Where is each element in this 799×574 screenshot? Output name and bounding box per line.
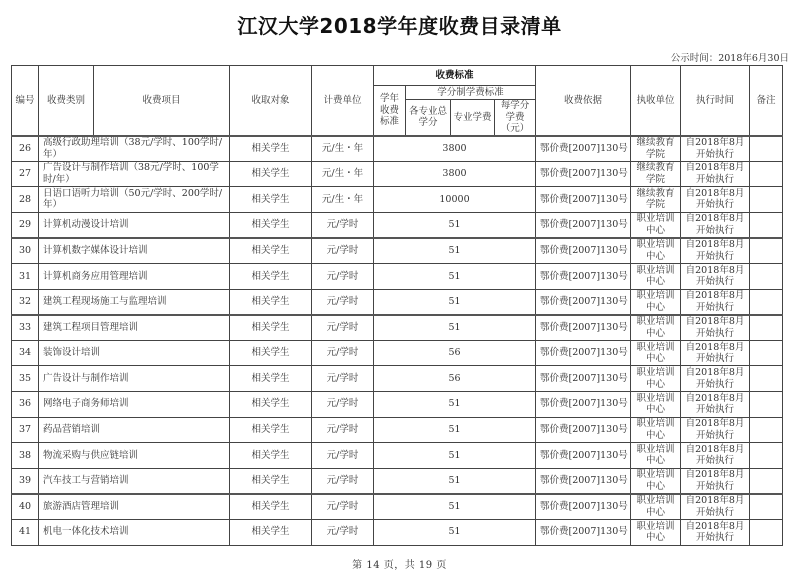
cell-effective: 自2018年8月开始执行 xyxy=(681,187,750,213)
cell-item: 旅游酒店管理培训 xyxy=(39,494,230,520)
cell-basis: 鄂价费[2007]130号 xyxy=(536,494,631,520)
table-row xyxy=(12,519,783,545)
cell-standard: 51 xyxy=(374,443,536,469)
cell-effective: 自2018年8月开始执行 xyxy=(681,391,750,417)
cell-collector: 继续教育学院 xyxy=(631,136,681,162)
cell-standard: 3800 xyxy=(374,161,536,187)
page-title: 江汉大学2018学年度收费目录清单 xyxy=(237,14,562,38)
cell-effective: 自2018年8月开始执行 xyxy=(681,263,750,289)
cell-effective: 自2018年8月开始执行 xyxy=(681,340,750,366)
publication-date: 公示时间：2018年6月30日 xyxy=(670,53,789,64)
table-row xyxy=(12,391,783,417)
cell-no: 29 xyxy=(12,212,39,238)
cell-unit: 元/学时 xyxy=(312,519,374,545)
cell-standard: 56 xyxy=(374,366,536,392)
header-per-credit: 每学分学费（元） xyxy=(495,100,536,136)
cell-collector: 职业培训中心 xyxy=(631,315,681,341)
cell-target: 相关学生 xyxy=(230,417,312,443)
cell-effective: 自2018年8月开始执行 xyxy=(681,289,750,315)
header-annual: 学年收费标准 xyxy=(374,86,406,136)
cell-standard: 51 xyxy=(374,468,536,494)
cell-basis: 鄂价费[2007]130号 xyxy=(536,340,631,366)
cell-basis: 鄂价费[2007]130号 xyxy=(536,187,631,213)
cell-collector: 职业培训中心 xyxy=(631,212,681,238)
cell-basis: 鄂价费[2007]130号 xyxy=(536,468,631,494)
cell-no: 32 xyxy=(12,289,39,315)
cell-no: 36 xyxy=(12,391,39,417)
table-row xyxy=(12,443,783,469)
cell-standard: 51 xyxy=(374,263,536,289)
cell-no: 41 xyxy=(12,519,39,545)
cell-unit: 元/学时 xyxy=(312,443,374,469)
cell-standard: 51 xyxy=(374,494,536,520)
table-row xyxy=(12,366,783,392)
cell-unit: 元/学时 xyxy=(312,366,374,392)
cell-no: 31 xyxy=(12,263,39,289)
cell-collector: 继续教育学院 xyxy=(631,187,681,213)
cell-standard: 51 xyxy=(374,315,536,341)
cell-unit: 元/学时 xyxy=(312,468,374,494)
cell-basis: 鄂价费[2007]130号 xyxy=(536,443,631,469)
cell-item: 广告设计与制作培训（38元/学时、100学时/年） xyxy=(39,161,230,187)
cell-no: 28 xyxy=(12,187,39,213)
table-row xyxy=(12,161,783,187)
cell-effective: 自2018年8月开始执行 xyxy=(681,443,750,469)
cell-unit: 元/学时 xyxy=(312,212,374,238)
cell-item: 药品营销培训 xyxy=(39,417,230,443)
table-row xyxy=(12,238,783,264)
header-standard-group: 收费标准 xyxy=(374,66,536,86)
cell-remark xyxy=(750,366,783,392)
header-remark: 备注 xyxy=(750,66,783,136)
cell-no: 30 xyxy=(12,238,39,264)
fee-catalog-table xyxy=(11,65,783,546)
cell-remark xyxy=(750,238,783,264)
cell-item: 建筑工程现场施工与监理培训 xyxy=(39,289,230,315)
cell-collector: 职业培训中心 xyxy=(631,289,681,315)
cell-standard: 51 xyxy=(374,289,536,315)
table-row xyxy=(12,263,783,289)
header-effective: 执行时间 xyxy=(681,66,750,136)
cell-basis: 鄂价费[2007]130号 xyxy=(536,238,631,264)
cell-basis: 鄂价费[2007]130号 xyxy=(536,212,631,238)
cell-collector: 职业培训中心 xyxy=(631,366,681,392)
cell-target: 相关学生 xyxy=(230,443,312,469)
cell-effective: 自2018年8月开始执行 xyxy=(681,417,750,443)
cell-remark xyxy=(750,494,783,520)
cell-unit: 元/学时 xyxy=(312,263,374,289)
cell-item: 物流采购与供应链培训 xyxy=(39,443,230,469)
cell-target: 相关学生 xyxy=(230,263,312,289)
cell-unit: 元/学时 xyxy=(312,417,374,443)
cell-no: 35 xyxy=(12,366,39,392)
cell-item: 网络电子商务师培训 xyxy=(39,391,230,417)
cell-target: 相关学生 xyxy=(230,519,312,545)
table-row xyxy=(12,212,783,238)
cell-remark xyxy=(750,519,783,545)
header-major-fee: 专业学费 xyxy=(451,100,495,136)
cell-standard: 3800 xyxy=(374,136,536,162)
table-row xyxy=(12,289,783,315)
table-row xyxy=(12,315,783,341)
cell-target: 相关学生 xyxy=(230,212,312,238)
cell-collector: 职业培训中心 xyxy=(631,340,681,366)
cell-standard: 51 xyxy=(374,238,536,264)
cell-standard: 51 xyxy=(374,391,536,417)
table-row xyxy=(12,468,783,494)
cell-target: 相关学生 xyxy=(230,366,312,392)
cell-collector: 职业培训中心 xyxy=(631,519,681,545)
header-no: 编号 xyxy=(12,66,39,136)
table-row xyxy=(12,187,783,213)
header-unit: 计费单位 xyxy=(312,66,374,136)
cell-target: 相关学生 xyxy=(230,187,312,213)
cell-collector: 职业培训中心 xyxy=(631,468,681,494)
cell-remark xyxy=(750,443,783,469)
cell-effective: 自2018年8月开始执行 xyxy=(681,136,750,162)
cell-basis: 鄂价费[2007]130号 xyxy=(536,417,631,443)
cell-basis: 鄂价费[2007]130号 xyxy=(536,391,631,417)
page-number: 第 14 页，共 19 页 xyxy=(352,560,447,571)
cell-unit: 元/学时 xyxy=(312,238,374,264)
header-collector: 执收单位 xyxy=(631,66,681,136)
cell-effective: 自2018年8月开始执行 xyxy=(681,366,750,392)
cell-effective: 自2018年8月开始执行 xyxy=(681,519,750,545)
cell-unit: 元/学时 xyxy=(312,391,374,417)
cell-remark xyxy=(750,187,783,213)
cell-basis: 鄂价费[2007]130号 xyxy=(536,366,631,392)
cell-item: 装饰设计培训 xyxy=(39,340,230,366)
table-row xyxy=(12,340,783,366)
cell-no: 27 xyxy=(12,161,39,187)
cell-target: 相关学生 xyxy=(230,238,312,264)
cell-remark xyxy=(750,161,783,187)
cell-basis: 鄂价费[2007]130号 xyxy=(536,289,631,315)
cell-target: 相关学生 xyxy=(230,315,312,341)
cell-remark xyxy=(750,289,783,315)
cell-basis: 鄂价费[2007]130号 xyxy=(536,263,631,289)
cell-item: 日语口语听力培训（50元/学时、200学时/年） xyxy=(39,187,230,213)
cell-item: 高级行政助理培训（38元/学时、100学时/年） xyxy=(39,136,230,162)
cell-item: 汽车技工与营销培训 xyxy=(39,468,230,494)
cell-item: 建筑工程项目管理培训 xyxy=(39,315,230,341)
cell-no: 37 xyxy=(12,417,39,443)
cell-standard: 56 xyxy=(374,340,536,366)
cell-basis: 鄂价费[2007]130号 xyxy=(536,519,631,545)
cell-unit: 元/学时 xyxy=(312,289,374,315)
cell-no: 39 xyxy=(12,468,39,494)
header-item: 收费项目 xyxy=(94,66,230,136)
cell-collector: 职业培训中心 xyxy=(631,443,681,469)
cell-unit: 元/学时 xyxy=(312,315,374,341)
cell-item: 计算机数字媒体设计培训 xyxy=(39,238,230,264)
cell-standard: 51 xyxy=(374,417,536,443)
cell-item: 广告设计与制作培训 xyxy=(39,366,230,392)
header-category: 收费类别 xyxy=(39,66,94,136)
cell-effective: 自2018年8月开始执行 xyxy=(681,161,750,187)
table-row xyxy=(12,136,783,162)
cell-effective: 自2018年8月开始执行 xyxy=(681,212,750,238)
cell-no: 34 xyxy=(12,340,39,366)
cell-unit: 元/生・年 xyxy=(312,161,374,187)
cell-no: 40 xyxy=(12,494,39,520)
cell-target: 相关学生 xyxy=(230,468,312,494)
cell-effective: 自2018年8月开始执行 xyxy=(681,315,750,341)
cell-standard: 51 xyxy=(374,519,536,545)
cell-target: 相关学生 xyxy=(230,136,312,162)
cell-target: 相关学生 xyxy=(230,161,312,187)
cell-remark xyxy=(750,212,783,238)
table-row xyxy=(12,417,783,443)
header-credit-group: 学分制学费标准 xyxy=(406,86,536,100)
cell-remark xyxy=(750,263,783,289)
cell-effective: 自2018年8月开始执行 xyxy=(681,468,750,494)
cell-remark xyxy=(750,417,783,443)
cell-unit: 元/学时 xyxy=(312,494,374,520)
cell-collector: 职业培训中心 xyxy=(631,263,681,289)
table-row xyxy=(12,494,783,520)
cell-remark xyxy=(750,391,783,417)
cell-collector: 职业培训中心 xyxy=(631,417,681,443)
cell-standard: 10000 xyxy=(374,187,536,213)
cell-basis: 鄂价费[2007]130号 xyxy=(536,315,631,341)
cell-target: 相关学生 xyxy=(230,289,312,315)
cell-collector: 继续教育学院 xyxy=(631,161,681,187)
cell-basis: 鄂价费[2007]130号 xyxy=(536,136,631,162)
cell-remark xyxy=(750,468,783,494)
cell-target: 相关学生 xyxy=(230,494,312,520)
cell-basis: 鄂价费[2007]130号 xyxy=(536,161,631,187)
cell-effective: 自2018年8月开始执行 xyxy=(681,238,750,264)
cell-unit: 元/生・年 xyxy=(312,187,374,213)
header-basis: 收费依据 xyxy=(536,66,631,136)
cell-collector: 职业培训中心 xyxy=(631,391,681,417)
cell-standard: 51 xyxy=(374,212,536,238)
cell-collector: 职业培训中心 xyxy=(631,494,681,520)
cell-item: 计算机动漫设计培训 xyxy=(39,212,230,238)
header-target: 收取对象 xyxy=(230,66,312,136)
cell-no: 38 xyxy=(12,443,39,469)
cell-target: 相关学生 xyxy=(230,391,312,417)
cell-collector: 职业培训中心 xyxy=(631,238,681,264)
cell-item: 机电一体化技术培训 xyxy=(39,519,230,545)
cell-remark xyxy=(750,315,783,341)
cell-unit: 元/生・年 xyxy=(312,136,374,162)
cell-remark xyxy=(750,136,783,162)
header-total-credits: 各专业总学分 xyxy=(406,100,451,136)
cell-no: 33 xyxy=(12,315,39,341)
cell-unit: 元/学时 xyxy=(312,340,374,366)
cell-item: 计算机商务应用管理培训 xyxy=(39,263,230,289)
cell-target: 相关学生 xyxy=(230,340,312,366)
cell-effective: 自2018年8月开始执行 xyxy=(681,494,750,520)
cell-remark xyxy=(750,340,783,366)
cell-no: 26 xyxy=(12,136,39,162)
